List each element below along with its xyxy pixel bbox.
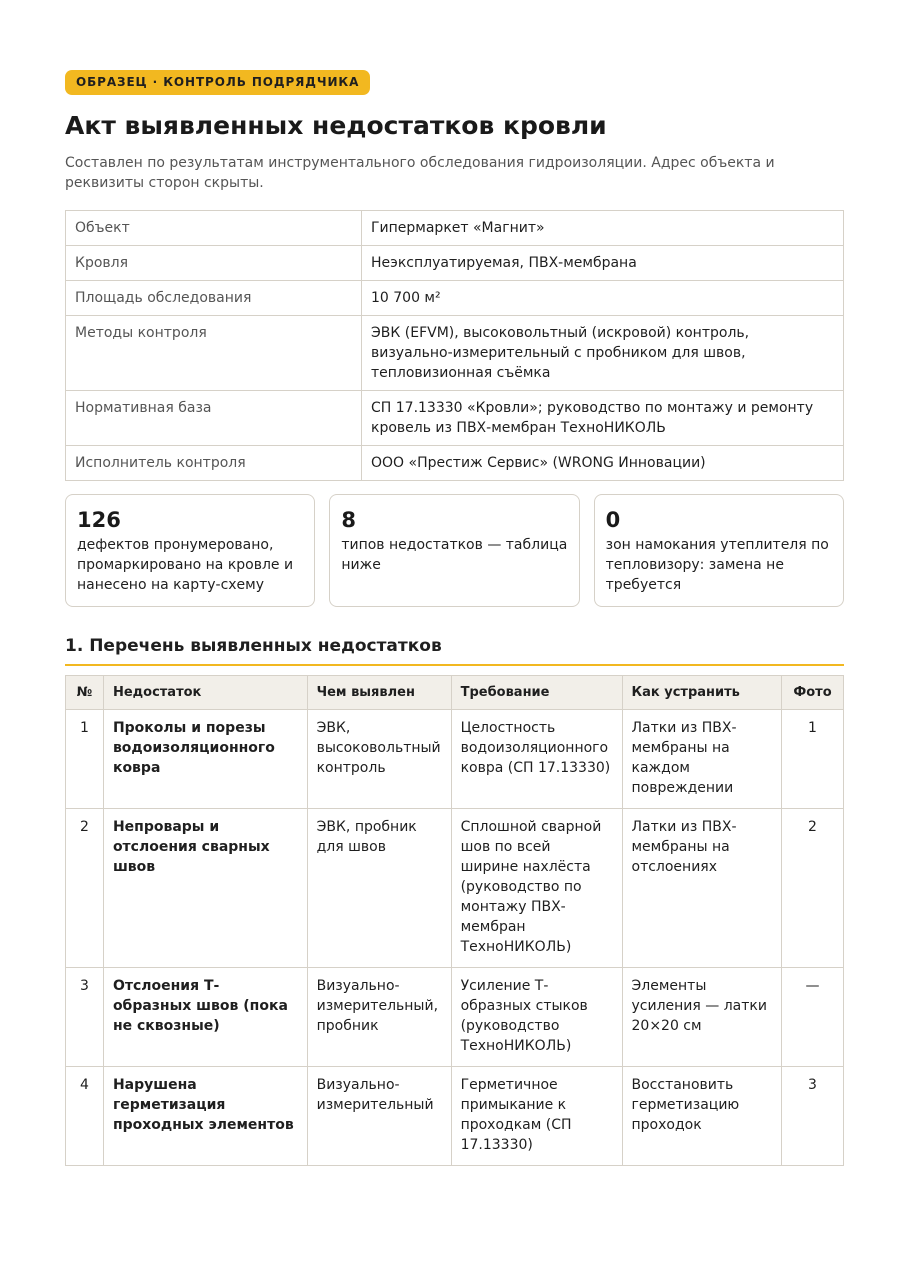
stat-number: 8	[341, 508, 356, 532]
cell-fix: Латки из ПВХ-мембраны на каждом повреждении	[622, 710, 782, 809]
column-header-photo: Фото	[782, 676, 844, 710]
cell-method: ЭВК, высоковольтный контроль	[307, 710, 451, 809]
object-info-table	[65, 210, 844, 481]
cell-photo: 1	[782, 710, 844, 809]
cell-num: 1	[66, 710, 104, 809]
stat-card-defects	[65, 494, 315, 607]
cell-defect: Проколы и порезы водоизоляционного ковра	[103, 710, 307, 809]
column-header-fix: Как устранить	[622, 676, 782, 710]
info-label: Площадь обследования	[66, 281, 362, 316]
stat-text: зон намокания утеплителя по тепловизору: замена не требуется	[605, 537, 829, 593]
cell-requirement: Сплошной сварной шов по всей ширине нахлёста (руководство по монтажу ПВХ-мембран ТехноНИКОЛЬ)	[451, 809, 622, 968]
stat-card-wet-zones	[594, 494, 844, 607]
cell-requirement: Герметичное примыкание к проходкам (СП 17.13330)	[451, 1067, 622, 1166]
table-row	[66, 809, 844, 968]
info-label: Исполнитель контроля	[66, 446, 362, 481]
cell-method: Визуально-измерительный	[307, 1067, 451, 1166]
column-header-defect: Недостаток	[103, 676, 307, 710]
info-value: 10 700 м²	[362, 281, 844, 316]
cell-photo: —	[782, 968, 844, 1067]
info-label: Кровля	[66, 246, 362, 281]
stat-card-types	[329, 494, 579, 607]
info-row-object	[66, 211, 844, 246]
sample-badge: ОБРАЗЕЦ · КОНТРОЛЬ ПОДРЯДЧИКА	[65, 70, 370, 95]
info-value: ООО «Престиж Сервис» (WRONG Инновации)	[362, 446, 844, 481]
cell-requirement: Усиление Т-образных стыков (руководство ТехноНИКОЛЬ)	[451, 968, 622, 1067]
cell-photo: 2	[782, 809, 844, 968]
cell-num: 4	[66, 1067, 104, 1166]
info-value: СП 17.13330 «Кровли»; руководство по монтажу и ремонту кровель из ПВХ-мембран ТехноНИКОЛЬ	[362, 391, 844, 446]
page-title: Акт выявленных недостатков кровли	[65, 111, 607, 140]
info-row-area	[66, 281, 844, 316]
info-row-roof	[66, 246, 844, 281]
cell-photo: 3	[782, 1067, 844, 1166]
table-row	[66, 1067, 844, 1166]
column-header-requirement: Требование	[451, 676, 622, 710]
table-header-row	[66, 676, 844, 710]
cell-num: 3	[66, 968, 104, 1067]
info-label: Объект	[66, 211, 362, 246]
info-value: Гипермаркет «Магнит»	[362, 211, 844, 246]
cell-defect: Отслоения Т-образных швов (пока не сквозные)	[103, 968, 307, 1067]
table-row	[66, 710, 844, 809]
info-value: Неэксплуатируемая, ПВХ-мембрана	[362, 246, 844, 281]
cell-fix: Латки из ПВХ-мембраны на отслоениях	[622, 809, 782, 968]
stats-row	[65, 494, 844, 607]
table-row	[66, 968, 844, 1067]
cell-defect: Непровары и отслоения сварных швов	[103, 809, 307, 968]
cell-fix: Элементы усиления — латки 20×20 см	[622, 968, 782, 1067]
column-header-num: №	[66, 676, 104, 710]
defects-table	[65, 675, 844, 1166]
stat-text: дефектов пронумеровано, промаркировано на кровле и нанесено на карту-схему	[77, 537, 294, 593]
cell-requirement: Целостность водоизоляционного ковра (СП 17.13330)	[451, 710, 622, 809]
stat-text: типов недостатков — таблица ниже	[341, 537, 568, 573]
page-subtitle: Составлен по результатам инструментального обследования гидроизоляции. Адрес объекта и реквизиты сторон скрыты.	[65, 155, 775, 191]
cell-method: ЭВК, пробник для швов	[307, 809, 451, 968]
cell-fix: Восстановить герметизацию проходок	[622, 1067, 782, 1166]
column-header-method: Чем выявлен	[307, 676, 451, 710]
info-value: ЭВК (EFVM), высоковольтный (искровой) контроль, визуально-измерительный с пробником для швов, тепловизионная съёмка	[362, 316, 844, 391]
info-row-methods	[66, 316, 844, 391]
cell-defect: Нарушена герметизация проходных элементов	[103, 1067, 307, 1166]
info-row-standards	[66, 391, 844, 446]
section-title: 1. Перечень выявленных недостатков	[65, 635, 844, 666]
info-row-contractor	[66, 446, 844, 481]
stat-number: 126	[77, 508, 121, 532]
stat-number: 0	[605, 508, 621, 532]
cell-method: Визуально-измерительный, пробник	[307, 968, 451, 1067]
info-label: Нормативная база	[66, 391, 362, 446]
cell-num: 2	[66, 809, 104, 968]
info-label: Методы контроля	[66, 316, 362, 391]
